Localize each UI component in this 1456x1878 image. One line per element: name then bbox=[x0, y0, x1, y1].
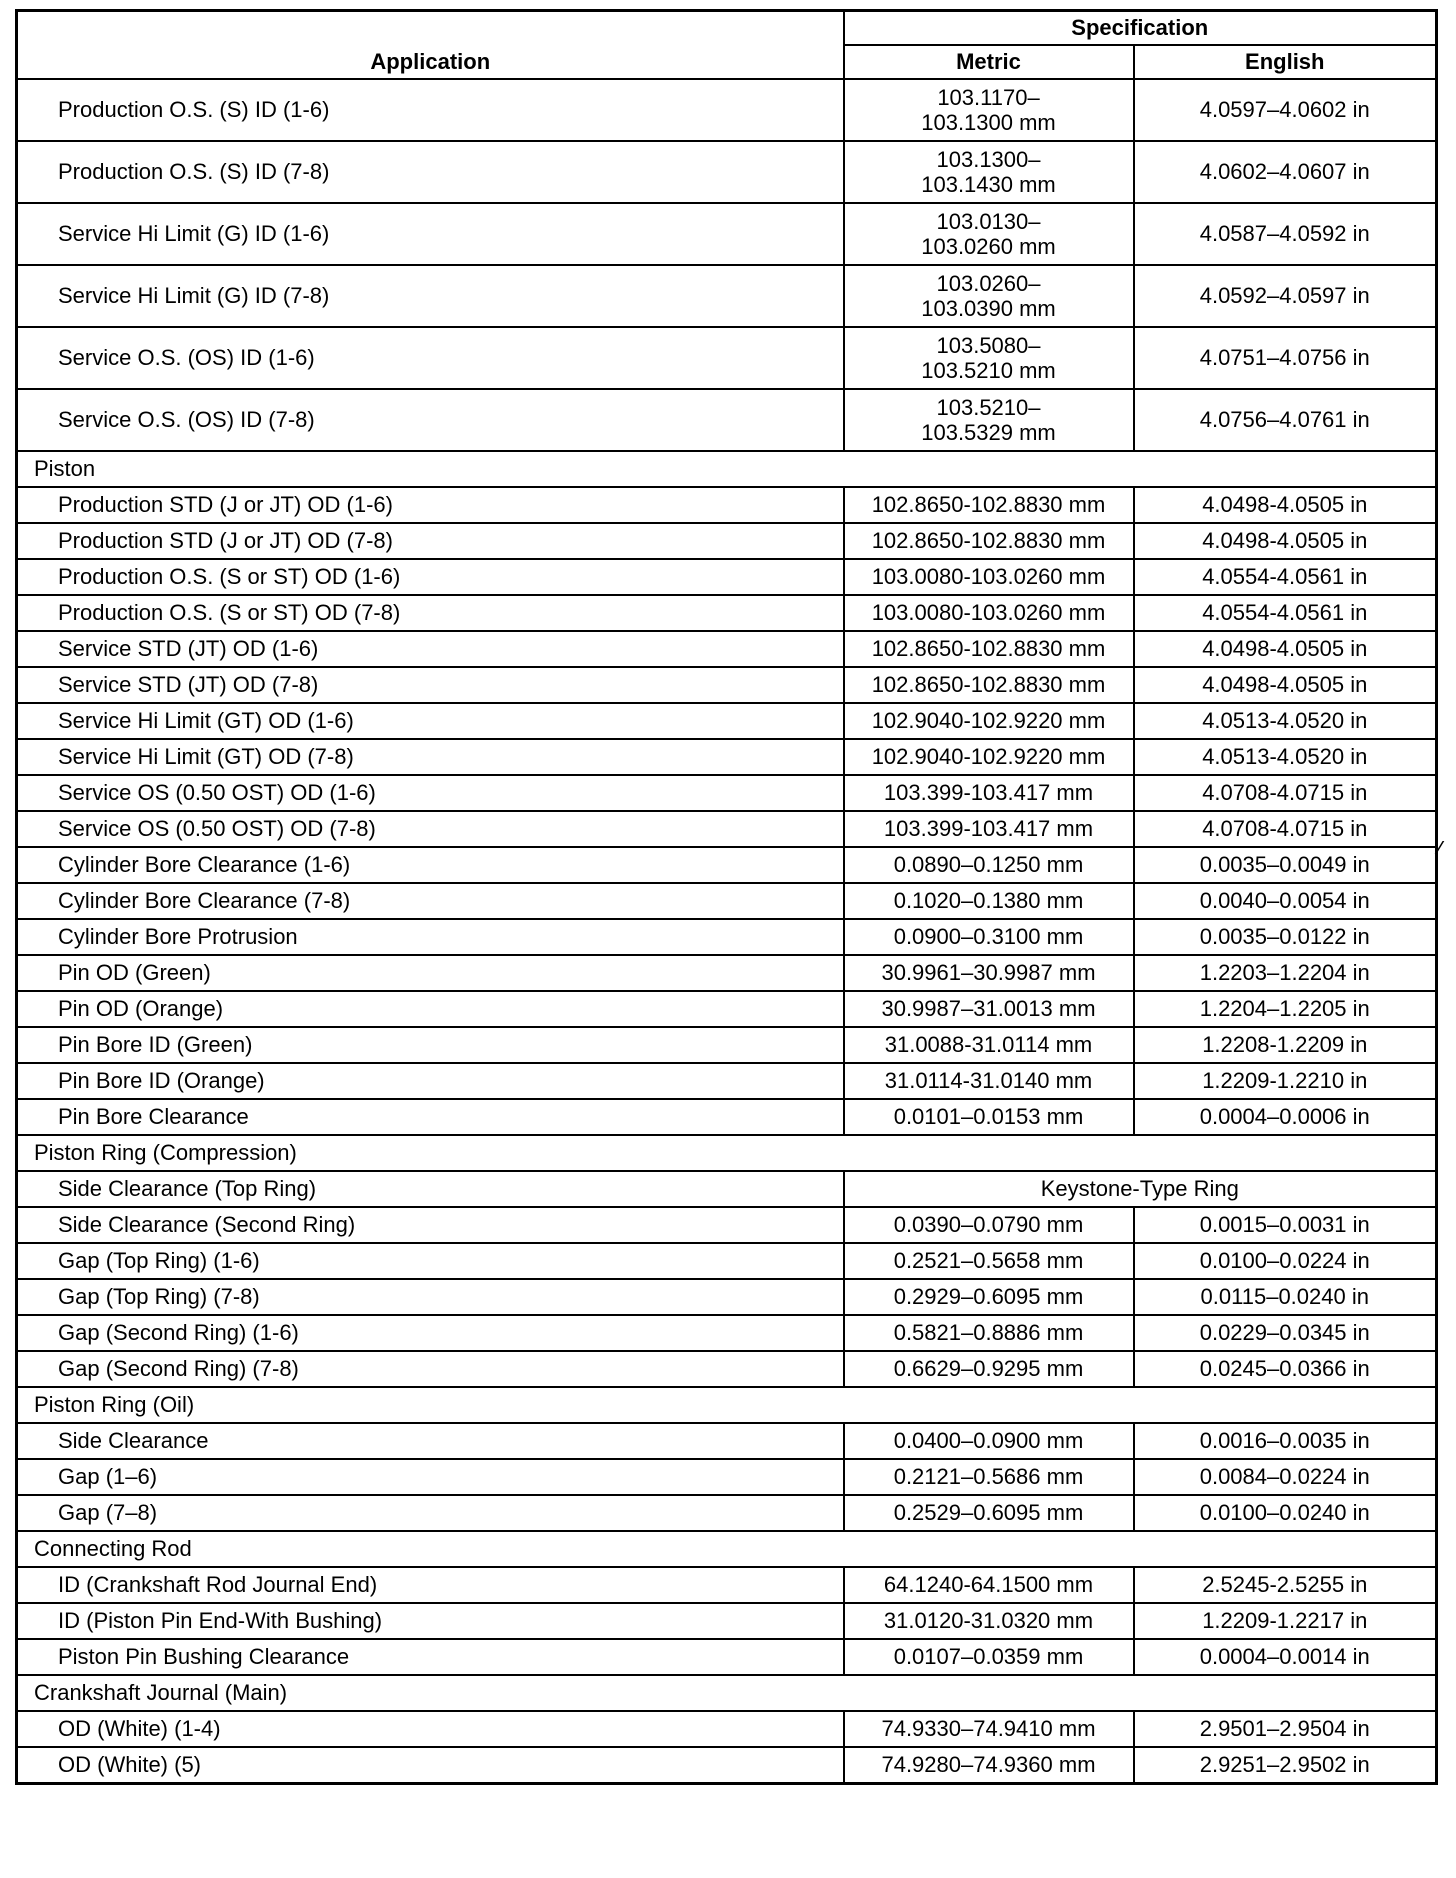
table-row bbox=[17, 811, 1437, 847]
specification-table bbox=[15, 9, 1438, 1785]
table-row bbox=[17, 955, 1437, 991]
table-row bbox=[17, 523, 1437, 559]
application-cell: OD (White) (1-4) bbox=[17, 1711, 844, 1747]
metric-cell: 31.0120-31.0320 mm bbox=[844, 1603, 1134, 1639]
english-cell: 0.0100–0.0224 in bbox=[1134, 1243, 1437, 1279]
english-cell: 2.9501–2.9504 in bbox=[1134, 1711, 1437, 1747]
english-cell: 4.0602–4.0607 in bbox=[1134, 141, 1437, 203]
section-label: Piston Ring (Oil) bbox=[17, 1387, 1437, 1423]
english-cell: 2.5245-2.5255 in bbox=[1134, 1567, 1437, 1603]
application-cell: Pin Bore ID (Green) bbox=[17, 1027, 844, 1063]
section-label: Piston Ring (Compression) bbox=[17, 1135, 1437, 1171]
metric-cell: 0.2521–0.5658 mm bbox=[844, 1243, 1134, 1279]
table-row bbox=[17, 631, 1437, 667]
table-row bbox=[17, 389, 1437, 451]
metric-cell: 102.8650-102.8830 mm bbox=[844, 667, 1134, 703]
metric-cell: 0.0890–0.1250 mm bbox=[844, 847, 1134, 883]
table-row bbox=[17, 1423, 1437, 1459]
metric-cell: 0.0107–0.0359 mm bbox=[844, 1639, 1134, 1675]
table-row bbox=[17, 487, 1437, 523]
english-cell: 1.2204–1.2205 in bbox=[1134, 991, 1437, 1027]
metric-cell: 103.0080-103.0260 mm bbox=[844, 595, 1134, 631]
english-cell: 4.0498-4.0505 in bbox=[1134, 667, 1437, 703]
metric-cell: 0.0400–0.0900 mm bbox=[844, 1423, 1134, 1459]
application-cell: Piston Pin Bushing Clearance bbox=[17, 1639, 844, 1675]
metric-cell: 0.2529–0.6095 mm bbox=[844, 1495, 1134, 1531]
english-cell: 4.0554-4.0561 in bbox=[1134, 559, 1437, 595]
metric-line-1: 103.5210– bbox=[936, 394, 1041, 420]
application-cell: Production O.S. (S) ID (7-8) bbox=[17, 141, 844, 203]
application-cell: Cylinder Bore Protrusion bbox=[17, 919, 844, 955]
table-row bbox=[17, 991, 1437, 1027]
table-row bbox=[17, 739, 1437, 775]
application-cell: Side Clearance (Second Ring) bbox=[17, 1207, 844, 1243]
metric-line-1: 103.0130– bbox=[936, 208, 1041, 234]
english-cell: 0.0015–0.0031 in bbox=[1134, 1207, 1437, 1243]
table-row bbox=[17, 203, 1437, 265]
english-cell: 0.0004–0.0006 in bbox=[1134, 1099, 1437, 1135]
application-cell: Production O.S. (S) ID (1-6) bbox=[17, 79, 844, 141]
metric-cell: 0.1020–0.1380 mm bbox=[844, 883, 1134, 919]
spec-sheet bbox=[15, 9, 1435, 1785]
table-row bbox=[17, 847, 1437, 883]
application-cell: Gap (Top Ring) (1-6) bbox=[17, 1243, 844, 1279]
metric-cell: 0.0101–0.0153 mm bbox=[844, 1099, 1134, 1135]
metric-cell bbox=[844, 389, 1134, 451]
metric-cell: 102.8650-102.8830 mm bbox=[844, 487, 1134, 523]
table-row bbox=[17, 1351, 1437, 1387]
metric-cell: 0.0390–0.0790 mm bbox=[844, 1207, 1134, 1243]
metric-line-2: 103.1430 mm bbox=[921, 171, 1056, 197]
table-row bbox=[17, 775, 1437, 811]
application-cell: Service STD (JT) OD (1-6) bbox=[17, 631, 844, 667]
metric-cell: 0.2929–0.6095 mm bbox=[844, 1279, 1134, 1315]
application-cell: Gap (1–6) bbox=[17, 1459, 844, 1495]
application-cell: Service Hi Limit (GT) OD (7-8) bbox=[17, 739, 844, 775]
english-cell: 4.0708-4.0715 in bbox=[1134, 811, 1437, 847]
application-cell: Service Hi Limit (G) ID (1-6) bbox=[17, 203, 844, 265]
section-label: Piston bbox=[17, 451, 1437, 487]
metric-line-2: 103.5329 mm bbox=[921, 419, 1056, 445]
metric-cell bbox=[844, 141, 1134, 203]
english-cell: 4.0498-4.0505 in bbox=[1134, 487, 1437, 523]
header-english: English bbox=[1134, 45, 1437, 79]
application-cell: OD (White) (5) bbox=[17, 1747, 844, 1784]
application-cell: Production O.S. (S or ST) OD (1-6) bbox=[17, 559, 844, 595]
metric-cell: 74.9280–74.9360 mm bbox=[844, 1747, 1134, 1784]
table-row bbox=[17, 1567, 1437, 1603]
metric-cell: 0.2121–0.5686 mm bbox=[844, 1459, 1134, 1495]
table-row bbox=[17, 559, 1437, 595]
application-cell: Cylinder Bore Clearance (7-8) bbox=[17, 883, 844, 919]
english-cell: 1.2203–1.2204 in bbox=[1134, 955, 1437, 991]
english-cell: 0.0084–0.0224 in bbox=[1134, 1459, 1437, 1495]
english-cell: 4.0513-4.0520 in bbox=[1134, 739, 1437, 775]
table-row bbox=[17, 1171, 1437, 1207]
metric-line-2: 103.5210 mm bbox=[921, 357, 1056, 383]
table-row bbox=[17, 327, 1437, 389]
table-row bbox=[17, 141, 1437, 203]
metric-line-1: 103.1300– bbox=[936, 146, 1041, 172]
metric-cell: 0.0900–0.3100 mm bbox=[844, 919, 1134, 955]
table-row bbox=[17, 1495, 1437, 1531]
section-row bbox=[17, 1675, 1437, 1711]
metric-line-1: 103.5080– bbox=[936, 332, 1041, 358]
table-row bbox=[17, 79, 1437, 141]
english-cell: 4.0597–4.0602 in bbox=[1134, 79, 1437, 141]
table-row bbox=[17, 1279, 1437, 1315]
metric-cell bbox=[844, 79, 1134, 141]
metric-cell: 74.9330–74.9410 mm bbox=[844, 1711, 1134, 1747]
application-cell: ID (Piston Pin End-With Bushing) bbox=[17, 1603, 844, 1639]
english-cell: 4.0592–4.0597 in bbox=[1134, 265, 1437, 327]
metric-line-2: 103.0260 mm bbox=[921, 233, 1056, 259]
application-cell: Pin Bore Clearance bbox=[17, 1099, 844, 1135]
english-cell: 0.0035–0.0049 in bbox=[1134, 847, 1437, 883]
application-cell: Gap (7–8) bbox=[17, 1495, 844, 1531]
table-row bbox=[17, 1459, 1437, 1495]
table-row bbox=[17, 1315, 1437, 1351]
header-specification: Specification bbox=[844, 11, 1437, 45]
english-cell: 0.0100–0.0240 in bbox=[1134, 1495, 1437, 1531]
english-cell: 4.0513-4.0520 in bbox=[1134, 703, 1437, 739]
application-cell: Production STD (J or JT) OD (1-6) bbox=[17, 487, 844, 523]
metric-line-1: 103.1170– bbox=[937, 84, 1040, 110]
application-cell: Service OS (0.50 OST) OD (7-8) bbox=[17, 811, 844, 847]
header-metric: Metric bbox=[844, 45, 1134, 79]
table-row bbox=[17, 919, 1437, 955]
application-cell: Service STD (JT) OD (7-8) bbox=[17, 667, 844, 703]
metric-cell: 0.6629–0.9295 mm bbox=[844, 1351, 1134, 1387]
english-cell: 4.0554-4.0561 in bbox=[1134, 595, 1437, 631]
application-cell: Pin OD (Orange) bbox=[17, 991, 844, 1027]
spec-span-cell: Keystone-Type Ring bbox=[844, 1171, 1437, 1207]
metric-cell: 30.9961–30.9987 mm bbox=[844, 955, 1134, 991]
table-row bbox=[17, 1243, 1437, 1279]
application-cell: Pin Bore ID (Orange) bbox=[17, 1063, 844, 1099]
application-cell: Pin OD (Green) bbox=[17, 955, 844, 991]
metric-cell bbox=[844, 203, 1134, 265]
application-cell: Production O.S. (S or ST) OD (7-8) bbox=[17, 595, 844, 631]
english-cell: 0.0016–0.0035 in bbox=[1134, 1423, 1437, 1459]
english-cell: 4.0708-4.0715 in bbox=[1134, 775, 1437, 811]
english-cell: 4.0751–4.0756 in bbox=[1134, 327, 1437, 389]
english-cell: 0.0040–0.0054 in bbox=[1134, 883, 1437, 919]
metric-cell: 102.8650-102.8830 mm bbox=[844, 523, 1134, 559]
english-cell: 4.0756–4.0761 in bbox=[1134, 389, 1437, 451]
metric-cell: 64.1240-64.1500 mm bbox=[844, 1567, 1134, 1603]
section-row bbox=[17, 1531, 1437, 1567]
metric-line-1: 103.0260– bbox=[936, 270, 1041, 296]
table-header-row bbox=[17, 11, 1437, 45]
table-row bbox=[17, 1747, 1437, 1784]
english-cell: 2.9251–2.9502 in bbox=[1134, 1747, 1437, 1784]
application-cell: ID (Crankshaft Rod Journal End) bbox=[17, 1567, 844, 1603]
application-cell: Production STD (J or JT) OD (7-8) bbox=[17, 523, 844, 559]
section-row bbox=[17, 1135, 1437, 1171]
section-label: Crankshaft Journal (Main) bbox=[17, 1675, 1437, 1711]
section-row bbox=[17, 451, 1437, 487]
metric-cell: 30.9987–31.0013 mm bbox=[844, 991, 1134, 1027]
section-label: Connecting Rod bbox=[17, 1531, 1437, 1567]
application-cell: Service O.S. (OS) ID (7-8) bbox=[17, 389, 844, 451]
application-cell: Gap (Top Ring) (7-8) bbox=[17, 1279, 844, 1315]
metric-cell bbox=[844, 265, 1134, 327]
table-row bbox=[17, 265, 1437, 327]
metric-cell: 31.0088-31.0114 mm bbox=[844, 1027, 1134, 1063]
english-cell: 0.0035–0.0122 in bbox=[1134, 919, 1437, 955]
header-application: Application bbox=[17, 11, 844, 79]
table-row bbox=[17, 883, 1437, 919]
table-row bbox=[17, 703, 1437, 739]
application-cell: Gap (Second Ring) (7-8) bbox=[17, 1351, 844, 1387]
table-row bbox=[17, 1027, 1437, 1063]
english-cell: 0.0004–0.0014 in bbox=[1134, 1639, 1437, 1675]
english-cell: 0.0115–0.0240 in bbox=[1134, 1279, 1437, 1315]
metric-cell: 102.9040-102.9220 mm bbox=[844, 703, 1134, 739]
table-row bbox=[17, 1639, 1437, 1675]
metric-cell: 102.9040-102.9220 mm bbox=[844, 739, 1134, 775]
metric-cell: 103.399-103.417 mm bbox=[844, 775, 1134, 811]
table-row bbox=[17, 595, 1437, 631]
metric-cell: 102.8650-102.8830 mm bbox=[844, 631, 1134, 667]
table-row bbox=[17, 1603, 1437, 1639]
application-cell: Cylinder Bore Clearance (1-6) bbox=[17, 847, 844, 883]
application-cell: Gap (Second Ring) (1-6) bbox=[17, 1315, 844, 1351]
english-cell: 4.0498-4.0505 in bbox=[1134, 631, 1437, 667]
application-cell: Side Clearance bbox=[17, 1423, 844, 1459]
english-cell: 4.0587–4.0592 in bbox=[1134, 203, 1437, 265]
table-row bbox=[17, 1063, 1437, 1099]
english-cell: 1.2208-1.2209 in bbox=[1134, 1027, 1437, 1063]
table-body bbox=[17, 79, 1437, 1784]
table-row bbox=[17, 667, 1437, 703]
english-cell: 0.0229–0.0345 in bbox=[1134, 1315, 1437, 1351]
metric-cell bbox=[844, 327, 1134, 389]
application-cell: Service O.S. (OS) ID (1-6) bbox=[17, 327, 844, 389]
metric-cell: 103.0080-103.0260 mm bbox=[844, 559, 1134, 595]
application-cell: Service Hi Limit (GT) OD (1-6) bbox=[17, 703, 844, 739]
table-row bbox=[17, 1207, 1437, 1243]
application-cell: Service Hi Limit (G) ID (7-8) bbox=[17, 265, 844, 327]
application-cell: Side Clearance (Top Ring) bbox=[17, 1171, 844, 1207]
english-cell: 1.2209-1.2217 in bbox=[1134, 1603, 1437, 1639]
table-row bbox=[17, 1099, 1437, 1135]
metric-cell: 103.399-103.417 mm bbox=[844, 811, 1134, 847]
metric-line-2: 103.1300 mm bbox=[921, 109, 1056, 135]
english-cell: 4.0498-4.0505 in bbox=[1134, 523, 1437, 559]
english-cell: 0.0245–0.0366 in bbox=[1134, 1351, 1437, 1387]
table-row bbox=[17, 1711, 1437, 1747]
application-cell: Service OS (0.50 OST) OD (1-6) bbox=[17, 775, 844, 811]
metric-line-2: 103.0390 mm bbox=[921, 295, 1056, 321]
section-row bbox=[17, 1387, 1437, 1423]
english-cell: 1.2209-1.2210 in bbox=[1134, 1063, 1437, 1099]
metric-cell: 31.0114-31.0140 mm bbox=[844, 1063, 1134, 1099]
metric-cell: 0.5821–0.8886 mm bbox=[844, 1315, 1134, 1351]
scan-mark: ⁄ bbox=[1438, 838, 1442, 858]
